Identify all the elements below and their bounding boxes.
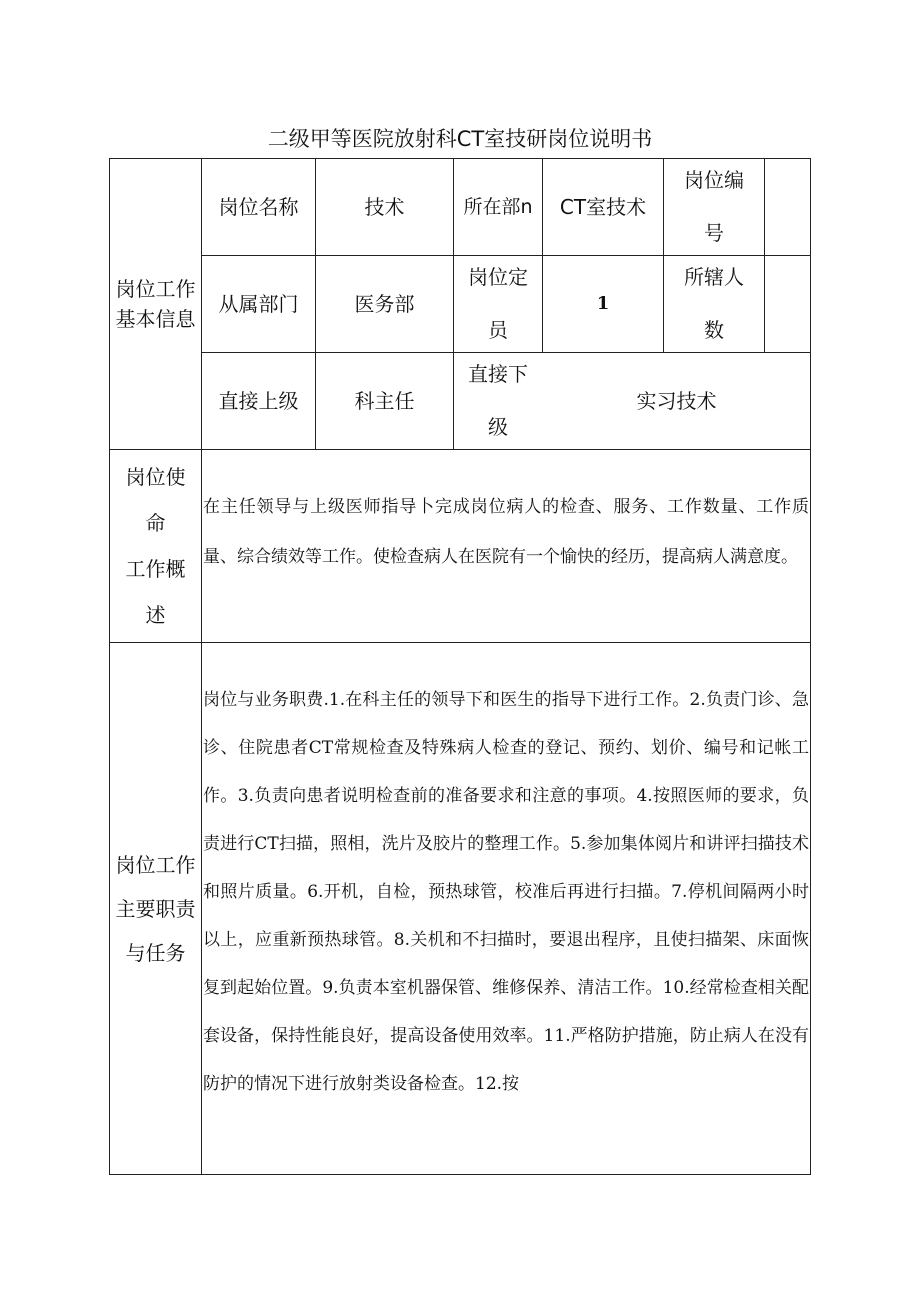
section-label-line: 主要职责 bbox=[115, 896, 196, 921]
section-label-line: 工作概 bbox=[125, 557, 186, 581]
section-divider bbox=[109, 642, 811, 643]
headcount-quota-label bbox=[454, 256, 542, 352]
job-code-value bbox=[765, 159, 810, 255]
parent-department-value: 医务部 bbox=[354, 292, 415, 316]
section-label-line: 述 bbox=[145, 603, 166, 627]
mission-summary-text: 在主任领导与上级医师指导卜完成岗位病人的检查、服务、工作数量、工作质量、综合绩效等工作。使检查病人在医院有一个愉快的经历，提高病人满意度。 bbox=[203, 497, 809, 567]
job-code-label bbox=[664, 159, 764, 255]
section-label-mission bbox=[110, 450, 201, 642]
direct-subordinate-label-line: 级 bbox=[488, 415, 508, 439]
section-divider bbox=[109, 449, 811, 450]
headcount-quota-label-line: 员 bbox=[488, 318, 508, 342]
direct-subordinate-value: 实习技术 bbox=[636, 389, 717, 413]
job-name-value: 技术 bbox=[364, 195, 405, 219]
document-title: 二级甲等医院放射科CT室技研岗位说明书 bbox=[267, 127, 653, 151]
table-border-bottom bbox=[109, 1174, 811, 1175]
direct-subordinate-label bbox=[454, 353, 542, 449]
subordinate-count-label bbox=[664, 256, 764, 352]
section-label-line: 基本信息 bbox=[115, 307, 196, 331]
section-label-line: 岗位工作 bbox=[115, 852, 196, 877]
section-label-basic-info bbox=[110, 159, 201, 449]
table-border-right bbox=[810, 158, 811, 1175]
department-label: 所在部n bbox=[463, 196, 533, 218]
duties-text: 岗位与业务职费.1.在科主任的领导下和医生的指导下进行工作。2.负责门诊、急诊、住院患者CT常规检查及特殊病人检查的登记、预约、划价、编号和记帐工作。3.负责向患者说明检查前的准备要求和注意的事项。4.按照医师的要求，负责进行CT扫描，照相，洗片及胶片的整理工作。5.参加集体阅片和讲评扫描技术和照片质量。6.开机，自检，预热球管，校准后再进行扫描。7.停机间隔两小时以上，应重新预热球管。8.关机和不扫描时，要退出程序，且使扫描架、床面恢复到起始位置。9.负责本室机器保管、维修保养、清洁工作。10.经常检查相关配套设备，保持性能良好，提高设备使用效率。11.严格防护措施，防止病人在没有防护的情况下进行放射类设备检查。12.按 bbox=[203, 690, 809, 1094]
section-label-line: 命 bbox=[145, 511, 166, 535]
headcount-quota-value: 1 bbox=[596, 293, 610, 314]
section-label-duties bbox=[110, 643, 201, 1174]
direct-subordinate-label-line: 直接下 bbox=[468, 362, 528, 386]
subordinate-count-label-line: 所辖人 bbox=[684, 265, 744, 289]
department-value: CT室技术 bbox=[559, 195, 647, 219]
section-label-line: 岗位工作 bbox=[115, 277, 196, 301]
job-code-label-line: 号 bbox=[704, 221, 724, 245]
section-label-line: 与任务 bbox=[125, 940, 186, 965]
headcount-quota-label-line: 岗位定 bbox=[468, 265, 528, 289]
section-label-line: 岗位使 bbox=[125, 465, 186, 489]
direct-superior-label: 直接上级 bbox=[218, 389, 299, 413]
subordinate-count-label-line: 数 bbox=[704, 318, 724, 342]
job-code-label-line: 岗位编 bbox=[684, 168, 744, 192]
job-name-label: 岗位名称 bbox=[218, 195, 299, 219]
direct-superior-value: 科主任 bbox=[354, 389, 415, 413]
subordinate-count-value bbox=[765, 256, 810, 352]
parent-department-label: 从属部门 bbox=[218, 292, 299, 316]
